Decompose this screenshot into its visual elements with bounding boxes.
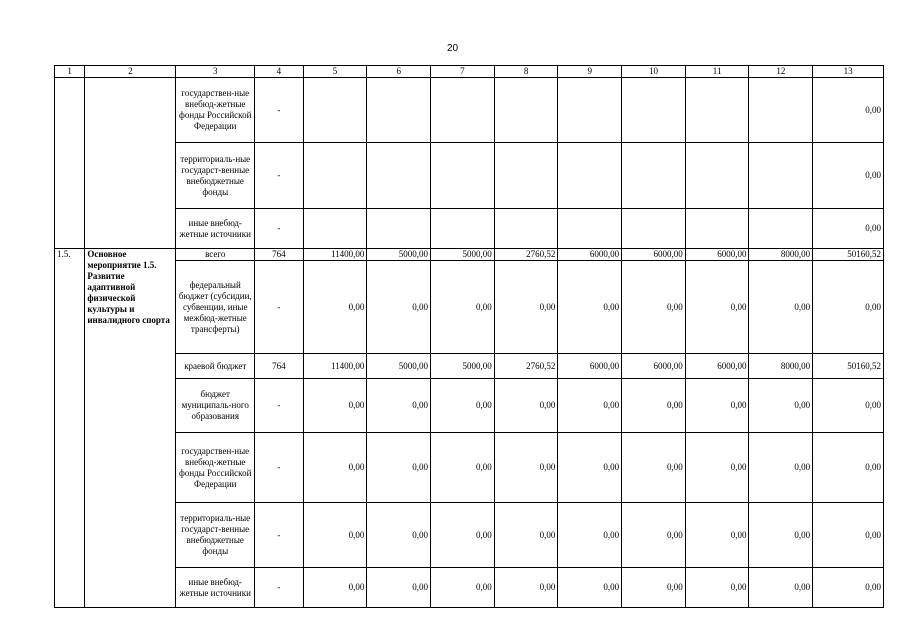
value-cell: 0,00: [749, 433, 813, 503]
header-row: [55, 66, 884, 78]
header-cell: 7: [431, 66, 495, 78]
table-row: [55, 568, 884, 608]
header-cell: 8: [494, 66, 558, 78]
value-cell: 0,00: [685, 503, 749, 568]
total-cell: 0,00: [813, 261, 884, 354]
header-cell: 6: [367, 66, 431, 78]
value-cell: 0,00: [749, 261, 813, 354]
value-cell: [558, 78, 622, 143]
value-cell: 2760,52: [494, 354, 558, 379]
value-cell: 0,00: [685, 379, 749, 433]
value-cell: 0,00: [367, 379, 431, 433]
value-cell: [685, 78, 749, 143]
value-cell: [494, 209, 558, 249]
header-cell: 5: [303, 66, 367, 78]
header-cell: 3: [176, 66, 255, 78]
header-cell: 9: [558, 66, 622, 78]
code-cell: 764: [255, 354, 304, 379]
empty-name-cell: [85, 78, 176, 249]
value-cell: 0,00: [685, 261, 749, 354]
value-cell: 6000,00: [622, 354, 686, 379]
value-cell: 0,00: [494, 433, 558, 503]
total-cell: 0,00: [813, 433, 884, 503]
value-cell: 0,00: [303, 379, 367, 433]
source-cell: государствен-ные внебюд-жетные фонды Российской Федерации: [176, 433, 255, 503]
value-cell: [494, 143, 558, 209]
table-row: [55, 249, 884, 261]
total-cell: 0,00: [813, 503, 884, 568]
total-cell: 0,00: [813, 379, 884, 433]
value-cell: [749, 209, 813, 249]
value-cell: 0,00: [303, 503, 367, 568]
total-cell: 0,00: [813, 143, 884, 209]
source-cell: бюджет муниципаль-ного образования: [176, 379, 255, 433]
value-cell: 0,00: [685, 568, 749, 608]
value-cell: 0,00: [622, 503, 686, 568]
value-cell: 5000,00: [431, 249, 495, 261]
value-cell: [685, 209, 749, 249]
table-row: [55, 78, 884, 143]
source-cell: иные внебюд-жетные источники: [176, 568, 255, 608]
header-cell: 4: [255, 66, 304, 78]
source-cell: иные внебюд-жетные источники: [176, 209, 255, 249]
value-cell: 0,00: [622, 379, 686, 433]
value-cell: 0,00: [431, 568, 495, 608]
table-row: [55, 143, 884, 209]
value-cell: 0,00: [749, 568, 813, 608]
value-cell: [431, 78, 495, 143]
value-cell: 0,00: [431, 379, 495, 433]
value-cell: 0,00: [558, 261, 622, 354]
total-cell: 0,00: [813, 209, 884, 249]
measure-name: Основное мероприятие 1.5. Развитие адаптивной физической культуры и инвалидного спорта: [85, 249, 176, 608]
header-cell: 2: [85, 66, 176, 78]
value-cell: 0,00: [303, 261, 367, 354]
value-cell: [558, 143, 622, 209]
value-cell: 0,00: [685, 433, 749, 503]
code-cell: 764: [255, 249, 304, 261]
budget-table: [54, 65, 884, 608]
code-cell: -: [255, 433, 304, 503]
value-cell: 0,00: [558, 503, 622, 568]
value-cell: [303, 209, 367, 249]
value-cell: [622, 143, 686, 209]
value-cell: 0,00: [494, 503, 558, 568]
page-number: 20: [446, 43, 459, 54]
total-cell: 0,00: [813, 78, 884, 143]
table-row: [55, 261, 884, 354]
header-cell: 12: [749, 66, 813, 78]
value-cell: [431, 143, 495, 209]
value-cell: 0,00: [622, 261, 686, 354]
total-cell: 0,00: [813, 568, 884, 608]
source-cell: всего: [176, 249, 255, 261]
value-cell: 0,00: [558, 433, 622, 503]
value-cell: [367, 78, 431, 143]
value-cell: 0,00: [558, 379, 622, 433]
value-cell: 0,00: [303, 568, 367, 608]
table-row: [55, 503, 884, 568]
value-cell: [367, 209, 431, 249]
value-cell: 6000,00: [685, 249, 749, 261]
value-cell: [494, 78, 558, 143]
code-cell: -: [255, 379, 304, 433]
value-cell: 5000,00: [367, 354, 431, 379]
value-cell: 0,00: [494, 379, 558, 433]
value-cell: 2760,52: [494, 249, 558, 261]
total-cell: 50160,52: [813, 354, 884, 379]
header-cell: 1: [55, 66, 85, 78]
value-cell: 0,00: [303, 433, 367, 503]
value-cell: [749, 78, 813, 143]
value-cell: 6000,00: [685, 354, 749, 379]
total-cell: 50160,52: [813, 249, 884, 261]
value-cell: 11400,00: [303, 354, 367, 379]
header-cell: 11: [685, 66, 749, 78]
value-cell: [558, 209, 622, 249]
value-cell: 0,00: [367, 503, 431, 568]
value-cell: [303, 78, 367, 143]
value-cell: 5000,00: [431, 354, 495, 379]
value-cell: 0,00: [431, 503, 495, 568]
source-cell: территориаль-ные государст-венные внебюджетные фонды: [176, 143, 255, 209]
table-row: [55, 209, 884, 249]
value-cell: 6000,00: [558, 354, 622, 379]
source-cell: краевой бюджет: [176, 354, 255, 379]
source-cell: территориаль-ные государст-венные внебюджетные фонды: [176, 503, 255, 568]
value-cell: 0,00: [749, 379, 813, 433]
value-cell: [367, 143, 431, 209]
table-row: [55, 379, 884, 433]
measure-number: 1.5.: [55, 249, 85, 608]
source-cell: государствен-ные внебюд-жетные фонды Российской Федерации: [176, 78, 255, 143]
header-cell: 10: [622, 66, 686, 78]
code-cell: -: [255, 78, 304, 143]
source-cell: федеральный бюджет (субсидии, субвенции, иные межбюд-жетные трансферты): [176, 261, 255, 354]
value-cell: 8000,00: [749, 354, 813, 379]
value-cell: 0,00: [367, 433, 431, 503]
value-cell: 0,00: [494, 568, 558, 608]
header-cell: 13: [813, 66, 884, 78]
value-cell: 6000,00: [622, 249, 686, 261]
value-cell: 5000,00: [367, 249, 431, 261]
value-cell: 8000,00: [749, 249, 813, 261]
value-cell: 0,00: [431, 261, 495, 354]
empty-number-cell: [55, 78, 85, 249]
code-cell: -: [255, 143, 304, 209]
code-cell: -: [255, 568, 304, 608]
value-cell: 0,00: [367, 261, 431, 354]
code-cell: -: [255, 503, 304, 568]
value-cell: 11400,00: [303, 249, 367, 261]
table-row: [55, 433, 884, 503]
value-cell: 0,00: [367, 568, 431, 608]
value-cell: [303, 143, 367, 209]
value-cell: 0,00: [558, 568, 622, 608]
value-cell: 0,00: [494, 261, 558, 354]
value-cell: [622, 209, 686, 249]
value-cell: 0,00: [749, 503, 813, 568]
table-row: [55, 354, 884, 379]
value-cell: [685, 143, 749, 209]
value-cell: 0,00: [622, 433, 686, 503]
value-cell: [431, 209, 495, 249]
value-cell: [622, 78, 686, 143]
code-cell: -: [255, 209, 304, 249]
value-cell: 0,00: [431, 433, 495, 503]
code-cell: -: [255, 261, 304, 354]
value-cell: 0,00: [622, 568, 686, 608]
value-cell: 6000,00: [558, 249, 622, 261]
value-cell: [749, 143, 813, 209]
